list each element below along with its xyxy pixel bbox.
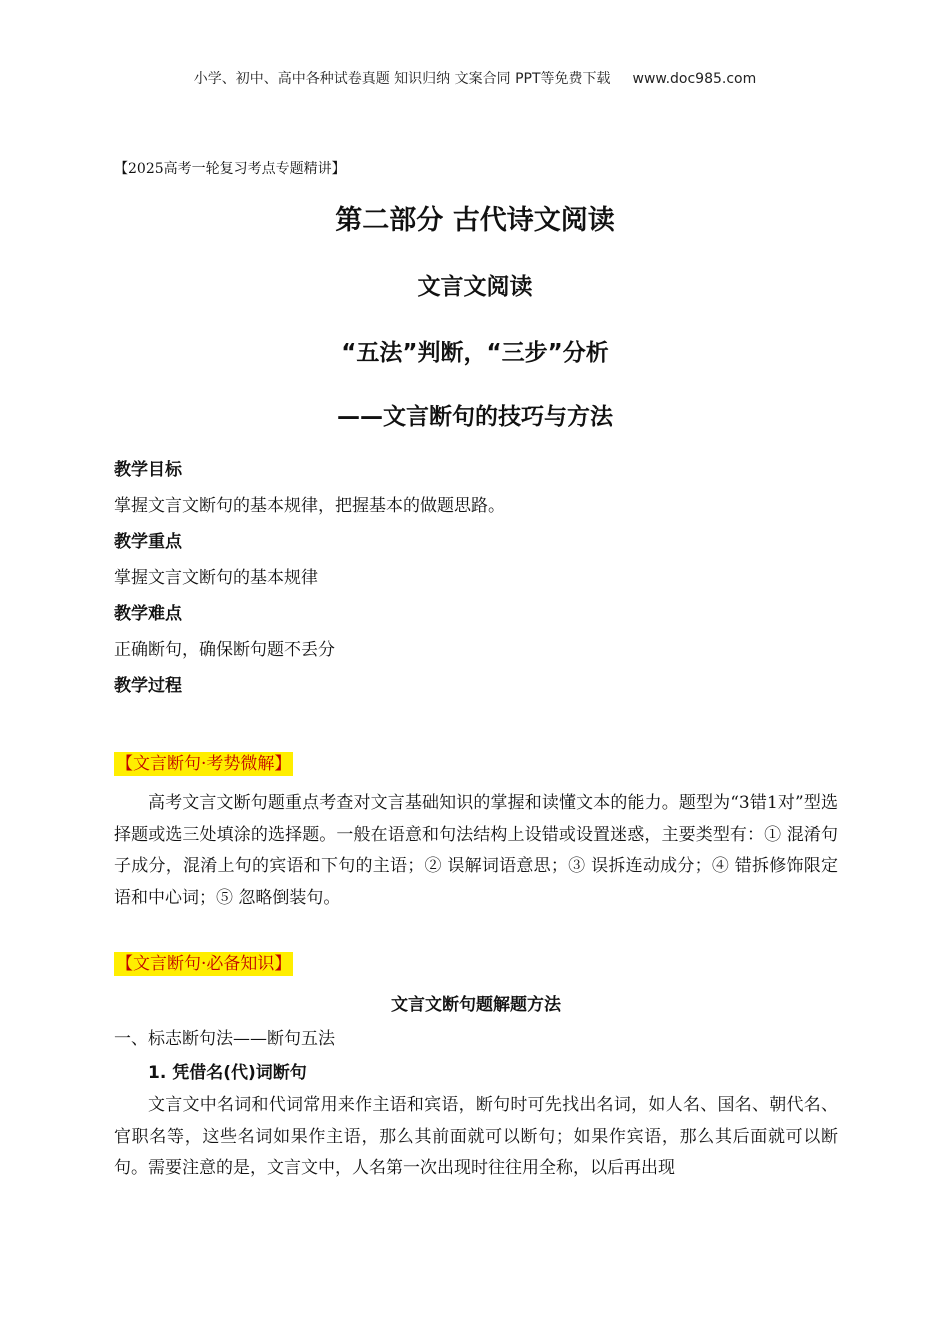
section-one-heading: 一、标志断句法——断句五法 bbox=[114, 1029, 335, 1049]
page-header bbox=[0, 68, 950, 88]
series-tag: 【2025高考一轮复习考点专题精讲】 bbox=[114, 161, 346, 177]
part-title: 第二部分 古代诗文阅读 bbox=[335, 205, 615, 236]
process-heading: 教学过程 bbox=[114, 676, 182, 696]
exam-trend-highlight-label: 【文言断句·考势微解】 bbox=[116, 754, 292, 774]
topic-title: “五法”判断，“三步”分析 bbox=[341, 340, 609, 366]
goal-text: 掌握文言文断句的基本规律，把握基本的做题思路。 bbox=[114, 496, 505, 516]
key-point-text: 掌握文言文断句的基本规律 bbox=[114, 568, 318, 588]
header-text: 小学、初中、高中各种试卷真题 知识归纳 文案合同 PPT等免费下载 bbox=[193, 71, 611, 87]
difficulty-text: 正确断句，确保断句题不丢分 bbox=[114, 640, 335, 660]
subtitle: ——文言断句的技巧与方法 bbox=[337, 404, 613, 430]
document-body bbox=[114, 452, 838, 1185]
header-site-link[interactable]: www.doc985.com bbox=[632, 71, 757, 87]
knowledge-highlight-label: 【文言断句·必备知识】 bbox=[116, 954, 292, 974]
difficulty-heading: 教学难点 bbox=[114, 604, 182, 624]
section-title: 文言文阅读 bbox=[417, 274, 533, 300]
exam-trend-paragraph: 高考文言文断句题重点考查对文言基础知识的掌握和读懂文本的能力。题型为“3错1对”型选择题或选三处填涂的选择题。一般在语意和句法结构上设错或设置迷惑，主要类型有：① 混淆句子成分，混淆上句的宾语和下句的主语；② 误解词语意思；③ 误拆连动成分；④ 错拆修饰限定语和中心词；⑤ 忽略倒装句。 bbox=[114, 793, 838, 908]
key-point-heading: 教学重点 bbox=[114, 532, 182, 552]
goal-heading: 教学目标 bbox=[114, 460, 182, 480]
method-title: 文言文断句题解题方法 bbox=[391, 995, 561, 1015]
item-one-heading: 1. 凭借名(代)词断句 bbox=[148, 1063, 307, 1083]
item-one-paragraph: 文言文中名词和代词常用来作主语和宾语，断句时可先找出名词，如人名、国名、朝代名、官职名等，这些名词如果作主语，那么其前面就可以断句；如果作宾语，那么其后面就可以断句。需要注意的是，文言文中，人名第一次出现时往往用全称，以后再出现 bbox=[114, 1095, 838, 1178]
